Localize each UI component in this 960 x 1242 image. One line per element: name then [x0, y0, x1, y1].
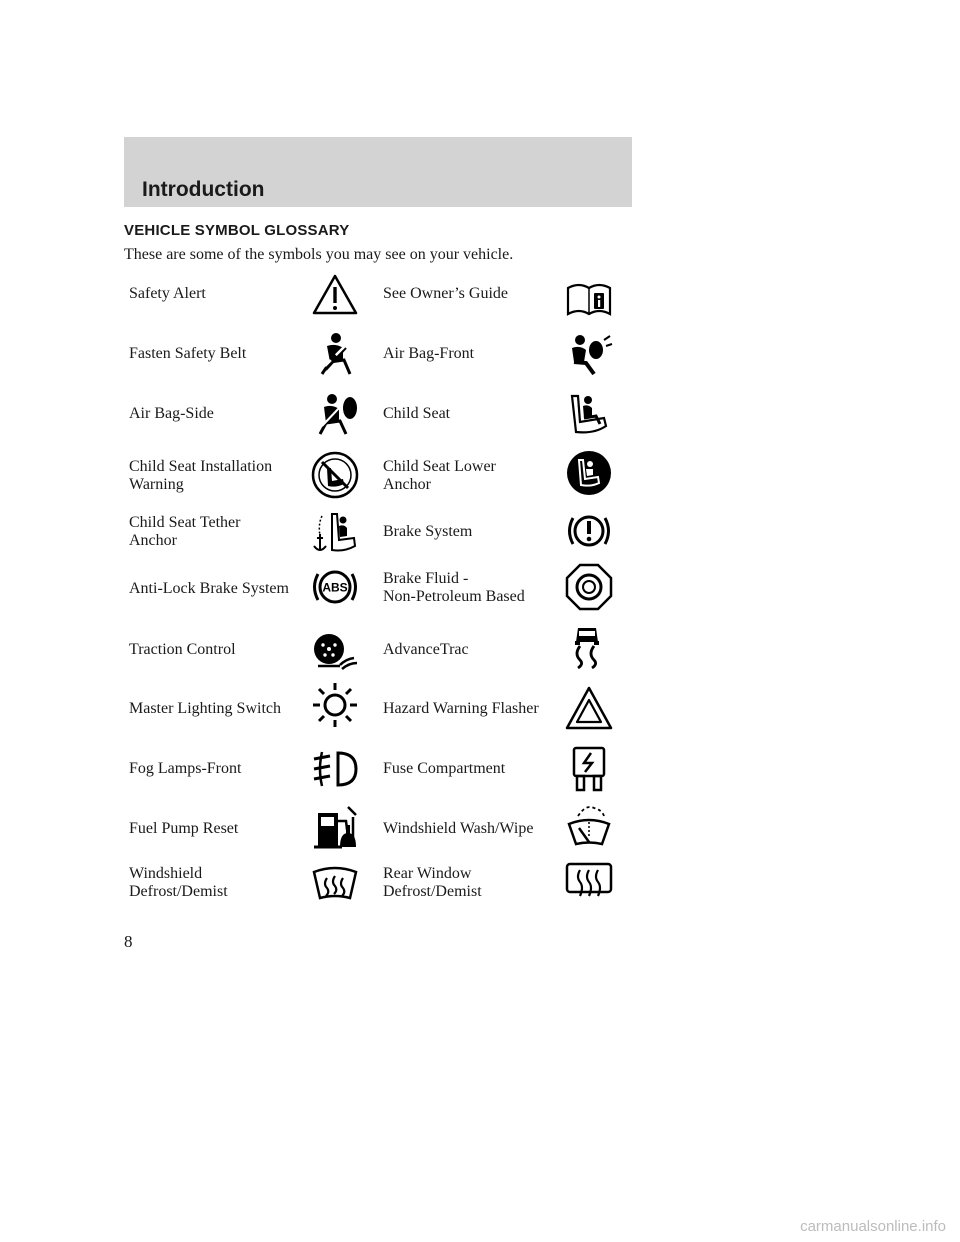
advancetrac-icon	[564, 622, 614, 672]
air-bag-front-icon	[564, 330, 614, 380]
section-heading: VEHICLE SYMBOL GLOSSARY	[124, 222, 350, 239]
symbol-label-brake-system: Brake System	[383, 523, 473, 540]
symbol-label-fuse-compartment: Fuse Compartment	[383, 760, 506, 777]
intro-text: These are some of the symbols you may see on your vehicle.	[124, 246, 514, 263]
fuse-compartment-icon	[564, 744, 614, 794]
symbol-label-fasten-safety-belt: Fasten Safety Belt	[129, 345, 247, 362]
symbol-label-child-seat-lower-anchor: Child Seat Lower Anchor	[383, 458, 496, 493]
symbol-label-child-seat-installation-warning: Child Seat Installation Warning	[129, 458, 273, 493]
abs-icon	[310, 562, 360, 612]
page-title: Introduction	[142, 178, 265, 201]
watermark[interactable]: carmanualsonline.info	[800, 1218, 946, 1235]
windshield-defrost-icon	[310, 858, 360, 908]
safety-alert-icon	[310, 270, 360, 320]
brake-system-icon	[564, 506, 614, 556]
symbol-label-hazard-warning-flasher: Hazard Warning Flasher	[383, 700, 539, 717]
brake-fluid-icon	[564, 562, 614, 612]
owners-guide-icon	[564, 272, 614, 322]
child-seat-icon	[564, 388, 614, 438]
symbol-label-anti-lock-brake-system: Anti-Lock Brake System	[129, 580, 289, 597]
symbol-label-windshield-defrost: Windshield Defrost/Demist	[129, 865, 228, 900]
symbol-label-fuel-pump-reset: Fuel Pump Reset	[129, 820, 239, 837]
master-lighting-icon	[310, 680, 360, 730]
symbol-label-traction-control: Traction Control	[129, 641, 236, 658]
symbol-label-windshield-wash-wipe: Windshield Wash/Wipe	[383, 820, 534, 837]
fuel-pump-reset-icon	[310, 803, 360, 853]
symbol-label-owners-guide: See Owner’s Guide	[383, 285, 509, 302]
fog-lamps-icon	[310, 744, 360, 794]
symbol-label-safety-alert: Safety Alert	[129, 285, 206, 302]
rear-window-defrost-icon	[564, 856, 614, 906]
symbol-label-child-seat: Child Seat	[383, 405, 451, 422]
child-seat-installation-warning-icon	[310, 450, 360, 500]
page-number: 8	[124, 932, 133, 951]
symbol-label-fog-lamps-front: Fog Lamps-Front	[129, 760, 242, 777]
symbol-label-rear-window-defrost: Rear Window Defrost/Demist	[383, 865, 482, 900]
child-seat-lower-anchor-icon	[564, 448, 614, 498]
symbol-label-child-seat-tether-anchor: Child Seat Tether Anchor	[129, 514, 241, 549]
air-bag-side-icon	[310, 390, 360, 440]
symbol-label-brake-fluid: Brake Fluid - Non-Petroleum Based	[383, 570, 525, 605]
symbol-label-master-lighting-switch: Master Lighting Switch	[129, 700, 281, 717]
symbol-label-advancetrac: AdvanceTrac	[383, 641, 469, 658]
traction-control-icon	[310, 625, 360, 675]
abs-icon-text: ABS	[322, 580, 348, 595]
windshield-wash-wipe-icon	[564, 802, 614, 852]
symbol-label-air-bag-front: Air Bag-Front	[383, 345, 475, 362]
hazard-warning-icon	[564, 684, 614, 734]
seat-belt-icon	[310, 330, 360, 380]
child-seat-tether-anchor-icon	[310, 508, 360, 558]
symbol-label-air-bag-side: Air Bag-Side	[129, 405, 214, 422]
